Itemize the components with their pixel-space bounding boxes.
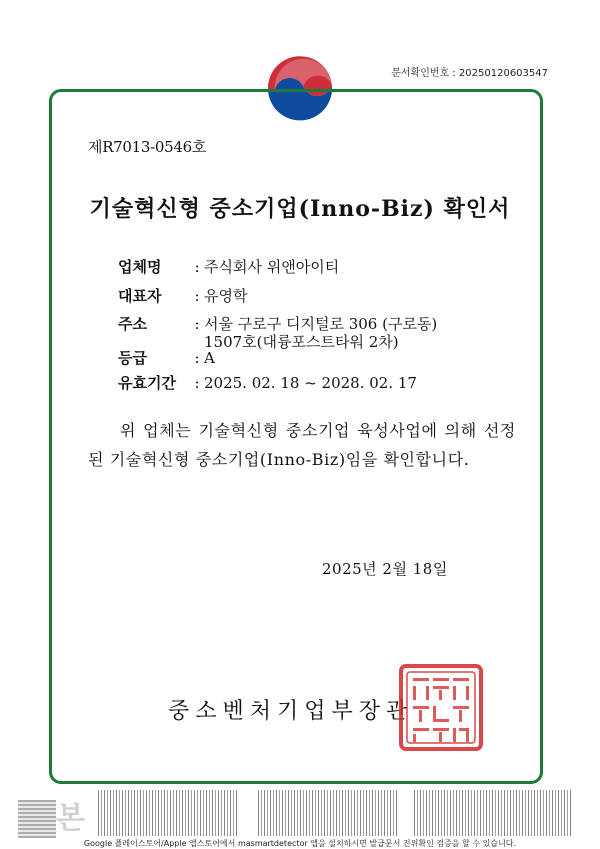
official-seal-icon: [399, 664, 483, 751]
field-validity-period: [118, 374, 417, 392]
issuing-authority: 중소벤처기업부장관: [168, 699, 414, 724]
original-stamp-icon: 본: [56, 801, 85, 836]
field-colon: :: [194, 258, 200, 276]
field-label: 주소: [118, 315, 147, 333]
field-representative: [118, 287, 247, 305]
field-colon: :: [194, 374, 200, 392]
field-label: 업체명: [118, 258, 162, 276]
field-label: 유효기간: [118, 374, 176, 392]
field-company-name: [118, 258, 339, 276]
verification-codes: [0, 790, 600, 838]
issue-date: 2025년 2월 18일: [322, 560, 448, 578]
field-value: 서울 구로구 디지털로 306 (구로동) 1507호(대륭포스트타워 2차): [204, 315, 438, 351]
document-number: 문서확인번호 : 20250120603547: [391, 68, 548, 79]
field-value: A: [204, 349, 215, 367]
field-colon: :: [194, 349, 200, 367]
qr-code-icon: [18, 800, 56, 838]
confirmation-statement: 위 업체는 기술혁신형 중소기업 육성사업에 의해 선정된 기술혁신형 중소기업(Inno-Biz)임을 확인합니다.: [88, 421, 516, 469]
certificate-title: 기술혁신형 중소기업(Inno-Biz) 확인서: [89, 196, 511, 222]
field-colon: :: [194, 287, 200, 305]
registration-number: 제R7013-0546호: [88, 138, 207, 156]
field-address: [118, 315, 444, 351]
security-barcode: [258, 790, 398, 836]
security-barcode: [98, 790, 238, 836]
field-label: 등급: [118, 349, 147, 367]
verification-footer-note: Google 플레이스토어/Apple 앱스토어에서 masmartdetector 앱을 설치하시면 발급문서 진위확인 검증을 할 수 있습니다.: [83, 839, 517, 848]
field-label: 대표자: [118, 287, 162, 305]
field-grade: [118, 349, 215, 367]
field-value: 주식회사 위앤아이티: [204, 258, 340, 276]
field-colon: :: [194, 315, 200, 333]
field-value: 유영학: [204, 287, 248, 305]
field-value: 2025. 02. 18 ~ 2028. 02. 17: [204, 374, 417, 392]
security-barcode: [414, 790, 572, 836]
